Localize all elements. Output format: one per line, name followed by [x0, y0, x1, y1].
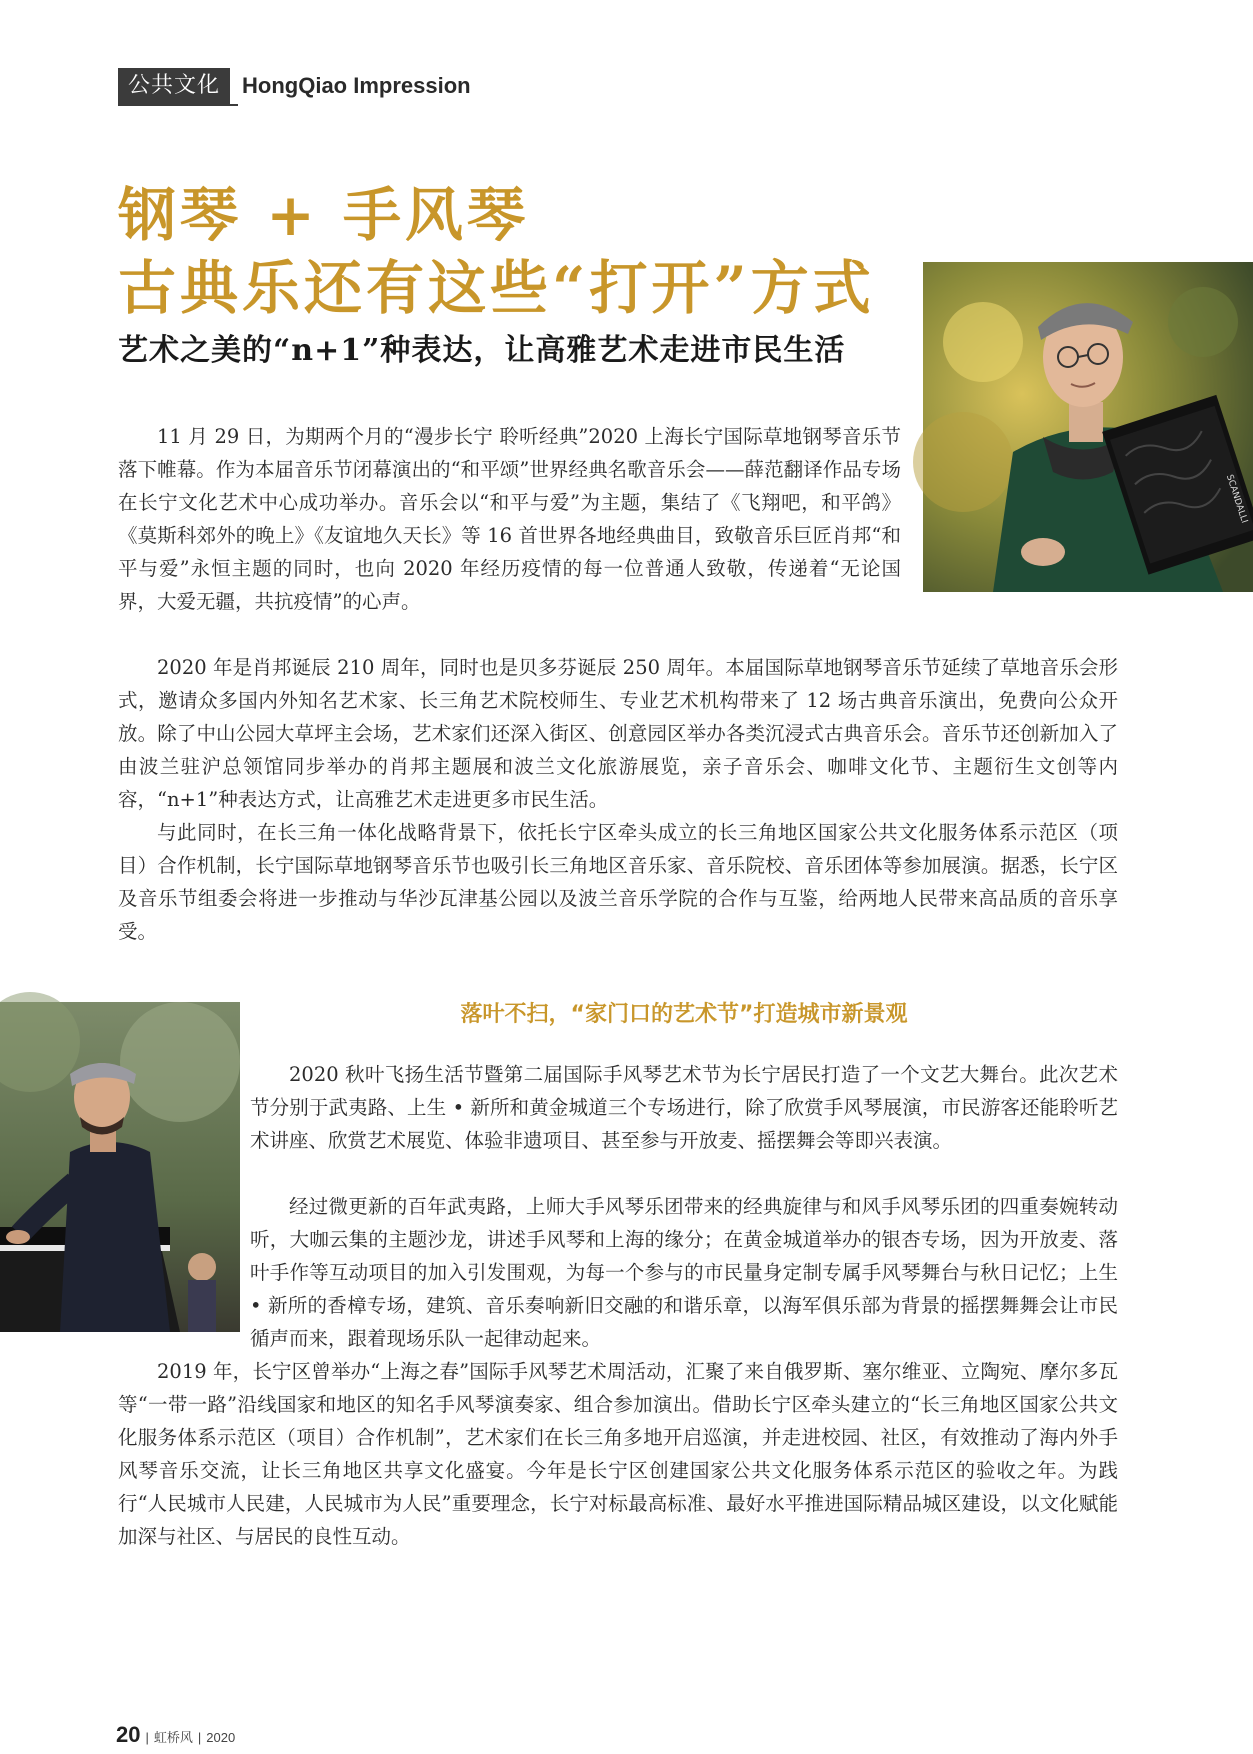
- pianist-photo: [0, 1002, 240, 1332]
- accordion-player-photo: [923, 262, 1253, 592]
- footer-separator: |: [197, 1730, 202, 1745]
- accordion-player-illustration: [923, 262, 1253, 592]
- issue-year: 2020: [206, 1730, 236, 1745]
- article-paragraph-3: 与此同时，在长三角一体化战略背景下，依托长宁区牵头成立的长三角地区国家公共文化服务体系示范区（项目）合作机制，长宁国际草地钢琴音乐节也吸引长三角地区音乐家、音乐院校、音乐团体等参加展演。据悉，长宁区及音乐节组委会将进一步推动与华沙瓦津基公园以及波兰音乐学院的合作与互鉴，给两地人民带来高品质的音乐享受。: [118, 821, 1118, 943]
- article-paragraph-4: 2020 秋叶飞扬生活节暨第二届国际手风琴艺术节为长宁居民打造了一个文艺大舞台。此次艺术节分别于武夷路、上生 • 新所和黄金城道三个专场进行，除了欣赏手风琴展演，市民游客还能聆听艺术讲座、欣赏艺术展览、体验非遗项目、甚至参与开放麦、摇摆舞会等即兴表演。: [250, 1063, 1118, 1152]
- article-paragraph-1: 11 月 29 日，为期两个月的“漫步长宁 聆听经典”2020 上海长宁国际草地钢琴音乐节落下帷幕。作为本届音乐节闭幕演出的“和平颂”世界经典名歌音乐会——薛范翻译作品专场在长宁文化艺术中心成功举办。音乐会以“和平与爱”为主题，集结了《飞翔吧，和平鸽》《莫斯科郊外的晚上》《友谊地久天长》等 16 首世界各地经典曲目，致敬音乐巨匠肖邦“和平与爱”永恒主题的同时，也向 2020 年经历疫情的每一位普通人致敬，传递着“无论国界，大爱无疆，共抗疫情”的心声。: [118, 425, 901, 613]
- page-footer: [116, 1722, 235, 1748]
- article-paragraph-6: 2019 年，长宁区曾举办“上海之春”国际手风琴艺术周活动，汇聚了来自俄罗斯、塞尔维亚、立陶宛、摩尔多瓦等“一带一路”沿线国家和地区的知名手风琴演奏家、组合参加演出。借助长宁区牵头建立的“长三角地区国家公共文化服务体系示范区（项目）合作机制”，艺术家们在长三角多地开启巡演，并走进校园、社区，有效推动了海内外手风琴音乐交流，让长三角地区共享文化盛宴。今年是长宁区创建国家公共文化服务体系示范区的验收之年。为践行“人民城市人民建，人民城市为人民”重要理念，长宁对标最高标准、最好水平推进国际精品城区建设，以文化赋能加深与社区、与居民的良性互动。: [118, 1360, 1118, 1548]
- article-paragraph-5: 经过微更新的百年武夷路，上师大手风琴乐团带来的经典旋律与和风手风琴乐团的四重奏婉转动听，大咖云集的主题沙龙，讲述手风琴和上海的缘分；在黄金城道举办的银杏专场，因为开放麦、落叶手作等互动项目的加入引发围观，为每一个参与的市民量身定制专属手风琴舞台与秋日记忆；上生 • 新所的香樟专场，建筑、音乐奏响新旧交融的和谐乐章，以海军俱乐部为背景的摇摆舞舞会让市民循声而来，跟着现场乐队一起律动起来。: [250, 1195, 1118, 1350]
- section-tag: 公共文化: [118, 68, 230, 104]
- page-header: [118, 68, 471, 104]
- accordion-brand-text: SCANDALLI: [1223, 473, 1249, 525]
- article-subtitle: 艺术之美的“n+1”种表达，让高雅艺术走进市民生活: [118, 333, 846, 368]
- article-paragraph-2: 2020 年是肖邦诞辰 210 周年，同时也是贝多芬诞辰 250 周年。本届国际草地钢琴音乐节延续了草地音乐会形式，邀请众多国内外知名艺术家、长三角艺术院校师生、专业艺术机构带来了 12 场古典音乐演出，免费向公众开放。除了中山公园大草坪主会场，艺术家们还深入街区、创意园区举办各类沉浸式古典音乐会。音乐节还创新加入了由波兰驻沪总领馆同步举办的肖邦主题展和波兰文化旅游展览，亲子音乐会、咖啡文化节、主题衍生文创等内容，“n+1”种表达方式，让高雅艺术走进更多市民生活。: [118, 656, 1118, 811]
- section-heading: 落叶不扫，“家门口的艺术节”打造城市新景观: [460, 1002, 908, 1027]
- pianist-illustration: [0, 1002, 240, 1332]
- page-number: 20: [116, 1722, 141, 1747]
- article-title-line1: 钢琴 + 手风琴: [118, 181, 529, 249]
- footer-separator: |: [145, 1730, 149, 1745]
- magazine-name: 虹桥风: [153, 1731, 193, 1746]
- article-title-line2: 古典乐还有这些“打开”方式: [118, 254, 875, 322]
- header-english-title: HongQiao Impression: [242, 73, 471, 98]
- header-underline: [118, 104, 238, 106]
